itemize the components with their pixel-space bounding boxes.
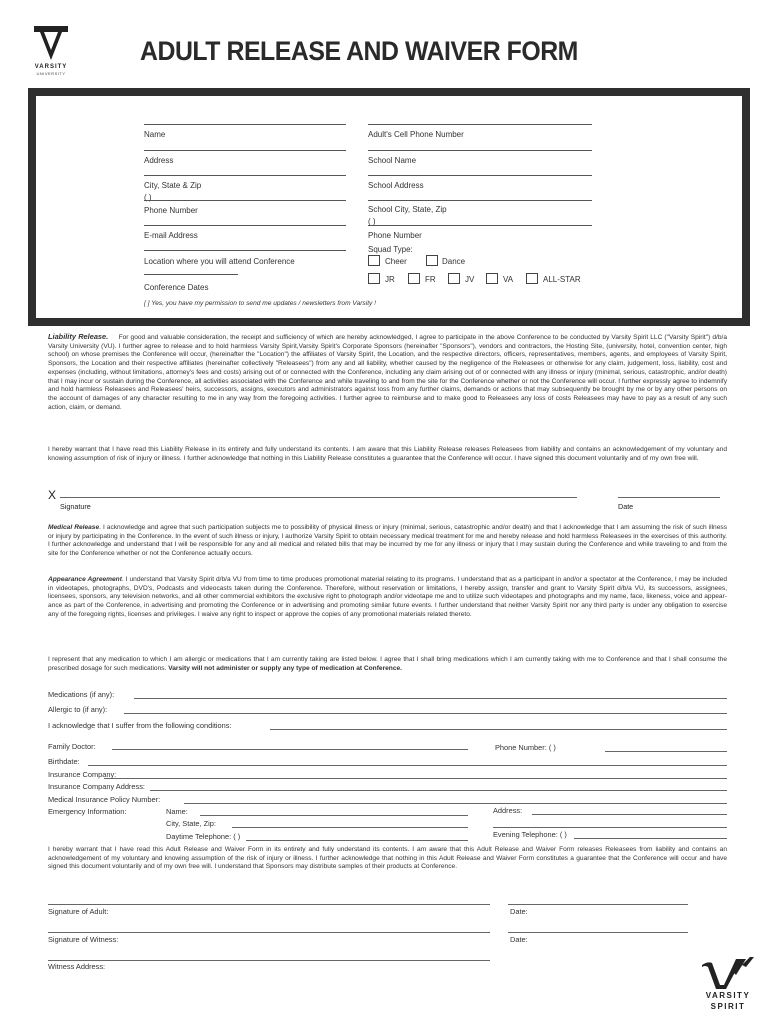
jv-checkbox[interactable] (448, 273, 460, 284)
emergency-city-line[interactable] (232, 827, 468, 828)
phone-line[interactable] (144, 200, 346, 201)
school-city-label: School City, State, Zip (368, 205, 447, 214)
appearance-agreement-paragraph (48, 576, 727, 620)
birthdate-line[interactable] (88, 765, 727, 766)
phone-label: Phone Number (144, 206, 198, 215)
allergic-line[interactable] (124, 713, 727, 714)
emergency-address-line[interactable] (532, 814, 727, 815)
varsity-spirit-logo (696, 955, 760, 1015)
adult-date-line[interactable] (508, 904, 688, 905)
v-brushstroke-icon (696, 955, 760, 991)
insurance-address-line[interactable] (150, 790, 727, 791)
evening-phone-line[interactable] (574, 838, 727, 839)
emergency-address-line-2[interactable] (493, 827, 727, 828)
family-doctor-label: Family Doctor: (48, 742, 96, 751)
medication-body: I represent that any medication to which I am allergic or medications that I am currently taking are listed below. I agree that I shall bring medications which I am currently taking with me to Conference and that I shall consume the prescribed dosage for such medications. (48, 656, 727, 672)
name-line[interactable] (144, 124, 346, 125)
jv-label: JV (465, 275, 475, 284)
emergency-city-label: City, State, Zip: (166, 819, 216, 828)
school-address-label: School Address (368, 181, 424, 190)
cheer-label: Cheer (385, 257, 407, 266)
insurance-address-label: Insurance Company Address: (48, 782, 145, 791)
emergency-name-line[interactable] (200, 815, 468, 816)
school-city-line[interactable] (368, 200, 592, 201)
liability-release-paragraph (48, 333, 727, 412)
location-line[interactable] (144, 250, 346, 251)
v-shield-icon (26, 24, 76, 64)
witness-address-label: Witness Address: (48, 962, 106, 971)
x-mark: X (48, 488, 57, 502)
page-title: ADULT RELEASE AND WAIVER FORM (140, 36, 578, 66)
adult-date-label: Date: (510, 907, 528, 916)
address-label: Address (144, 156, 174, 165)
medical-release-paragraph (48, 524, 727, 559)
fr-label: FR (425, 275, 436, 284)
adult-signature-label: Signature of Adult: (48, 907, 109, 916)
conditions-line[interactable] (270, 729, 727, 730)
witness-signature-label: Signature of Witness: (48, 935, 119, 944)
final-warrant: I hereby warrant that I have read this Adult Release and Waiver Form in its entirety and fully understand its contents. I am aware that this Adult Release and Waiver Form releases Releasees from liability and contains an acknowledgement of my voluntary and knowing assumption of the risk of injury or illness. I further acknowledge that nothing in this Adult Release and Waiver Form constitutes a guarantee that the Conference will occur and have signed this document voluntarily and of my own free will. I understand that Sponsors may distribute samples of their products at Conference. (48, 846, 727, 871)
school-address-line[interactable] (368, 175, 592, 176)
logo-text: VARSITY (34, 64, 68, 70)
appearance-heading: Appearance Agreement (48, 576, 122, 583)
school-phone-line[interactable] (368, 225, 592, 226)
medications-line[interactable] (134, 698, 727, 699)
medication-statement (48, 656, 727, 673)
birthdate-label: Birthdate: (48, 757, 80, 766)
evening-phone-label: Evening Telephone: ( ) (493, 830, 567, 839)
witness-date-label: Date: (510, 935, 528, 944)
medical-body: . I acknowledge and agree that such participation subjects me to possibility of physical illness or injury (minimal, serious, catastrophic and/or death) and that I acknowledge that I am assuming the risk of such illness or injury by participating in the Conference. In the event of such illness or injury, I authorize Varsity Spirit to obtain necessary medical treatment for me and hereby release and hold harmless Releasees in the exercises of this authority. I further acknowledge and understand that I will be responsible for any and all medical and related bills that may be incurred by me for any illness or injury that I may sustain during the Conference and while traveling to and from the site for the Conference whether or not the Conference actually occurs. (48, 524, 727, 558)
brand-line-1: VARSITY (705, 991, 751, 1000)
allstar-label: ALL-STAR (543, 275, 581, 284)
email-label: E-mail Address (144, 231, 198, 240)
city-state-zip-line[interactable] (144, 175, 346, 176)
medication-bold: Varsity will not administer or supply any type of medication at Conference. (168, 664, 402, 672)
school-name-line[interactable] (368, 150, 592, 151)
va-label: VA (503, 275, 514, 284)
emergency-label: Emergency Information: (48, 807, 127, 816)
school-phone-paren: ( ) (368, 217, 376, 226)
conditions-label: I acknowledge that I suffer from the following conditions: (48, 721, 232, 730)
allergic-label: Allergic to (if any): (48, 705, 108, 714)
jr-label: JR (385, 275, 395, 284)
daytime-phone-label: Daytime Telephone: ( ) (166, 832, 241, 841)
school-phone-label: Phone Number (368, 231, 422, 240)
emergency-name-label: Name: (166, 807, 188, 816)
witness-date-line[interactable] (508, 932, 688, 933)
date-label: Date (618, 502, 634, 511)
appearance-body: . I understand that Varsity Spirit d/b/a VU from time to time produces promotional material relating to its programs. I understand that as a participant in and/or a spectator at the Conference, I may be included in videotapes, photographs, DVD's, Podcasts and videocasts taken during the Conference. Therefore, without reservation or limitations, I hereby assign, transfer and grant to Varsity Spirit d/b/a VU, its successors, assignees, licensees, sponsors, any television networks, and all other commercial exhibitors the exclusive right to photograph and/or videotape me and to utilize such videotapes and photographs and my name, face, likeness, voice and appear-ance as part of the Conference, in advertising and promoting the Conference or in advertising and promoting similar future events. I further understand that neither Varsity Spirit nor any third party is under any obligation to exercise any of the foregoing rights, licenses and privileges. I waive any right to inspect or approve the copies of any promotional materials related thereto. (48, 576, 727, 618)
fr-checkbox[interactable] (408, 273, 420, 284)
email-line[interactable] (144, 225, 346, 226)
medical-heading: Medical Release (48, 524, 100, 531)
witness-signature-line[interactable] (48, 932, 490, 933)
jr-checkbox[interactable] (368, 273, 380, 284)
witness-address-line[interactable] (48, 960, 490, 961)
squad-type-label: Squad Type: (368, 245, 413, 254)
dates-label: Conference Dates (144, 283, 209, 292)
adult-signature-line[interactable] (48, 904, 490, 905)
insurance-label: Insurance Company: (48, 770, 117, 779)
location-label: Location where you will attend Conference (144, 257, 295, 266)
medications-label: Medications (if any): (48, 690, 115, 699)
insurance-line[interactable] (104, 778, 727, 779)
dates-line[interactable] (144, 274, 238, 275)
allstar-checkbox[interactable] (526, 273, 538, 284)
liability-body: For good and valuable consideration, the receipt and sufficiency of which are hereby acknowledged, I agree to participate in the above Conference to be conducted by Varsity Spirit LLC ("Varsity Spirit") d/b/a Varsity University (VU). I further agree to release and to hold harmless Varsity Spirit,Varsity Spirit's Corporate Sponsors (hereinafter "Sponsors"), vendors and contractors, the Hosting Site, (university, hotel, convention center, high school) on whose premises the Conference will occur, (hereinafter the "Location") the affiliates of Varsity Spirit, the Location, and the respective directors, officers, representatives, members, agents, and employees of Varsity Spirit, Sponsors, the Location and their respective affiliates (hereinafter collectively "Releasees") from any and all liability, whether caused by the negligence of the Releasees or otherwise for any claim, judgement, loss, liability, cost and expenses (including, without limitations, attorney's fees and costs) arising out of or connected with the Conference, including any claim arising out of or connected with any illness or injury (minimal, serious, catastrophic, and/or death) that I may incur or sustain during the Conference, all activities associated with the Conference and while traveling to and from the site for the Conference whether or not the Conference will occur. I further expressly agree to indemnify and hold harmless Releasees and Releasees' heirs, successors, assigns, executors and administrators against loss from any further claims, demands or actions that may subsequently be brought by me or by any other persons on the account of damages of any character resulting to me in any way from the foregoing activities. I further agree to reimburse and to make good to Releasees any loss of costs Releasees may have to pay as a result of any such action, claim, or demand. (48, 334, 727, 411)
phone-paren: ( ) (144, 193, 152, 202)
cell-line[interactable] (368, 124, 592, 125)
dance-label: Dance (442, 257, 466, 266)
family-doctor-line[interactable] (112, 749, 468, 750)
signature-label: Signature (60, 502, 91, 511)
cell-label: Adult's Cell Phone Number (368, 130, 464, 139)
doctor-phone-line[interactable] (605, 751, 727, 752)
school-name-label: School Name (368, 156, 417, 165)
daytime-phone-line[interactable] (246, 840, 468, 841)
varsity-university-logo (26, 24, 76, 74)
dance-checkbox[interactable] (426, 255, 438, 266)
policy-label: Medical Insurance Policy Number: (48, 795, 161, 804)
signature-line[interactable] (60, 497, 577, 498)
logo-subtext: UNIVERSITY (36, 71, 66, 76)
name-label: Name (144, 130, 166, 139)
contact-info-box (28, 88, 750, 326)
emergency-address-label: Address: (493, 806, 523, 815)
cheer-checkbox[interactable] (368, 255, 380, 266)
liability-warrant: I hereby warrant that I have read this Liability Release in its entirety and fully understand its contents. I am aware that this Liability Release releases Releasees from liability and contains an acknowledgement of my voluntary and knowing assumption of risk of injury or illness. I further acknowledge that nothing in this Liability Release constitutes a guarantee that the Conference will occur. I have signed this document voluntarily and of my own free will. (48, 446, 727, 462)
policy-line[interactable] (184, 803, 727, 804)
brand-line-2: SPIRIT (710, 1002, 746, 1011)
va-checkbox[interactable] (486, 273, 498, 284)
address-line[interactable] (144, 150, 346, 151)
doctor-phone-label: Phone Number: ( ) (495, 743, 556, 752)
permission-checkbox-line[interactable]: [ ] Yes, you have my permission to send me updates / newsletters from Varsity ! (144, 300, 376, 307)
date-line[interactable] (618, 497, 720, 498)
city-state-zip-label: City, State & Zip (144, 181, 202, 190)
liability-heading: Liability Release. (48, 332, 109, 341)
